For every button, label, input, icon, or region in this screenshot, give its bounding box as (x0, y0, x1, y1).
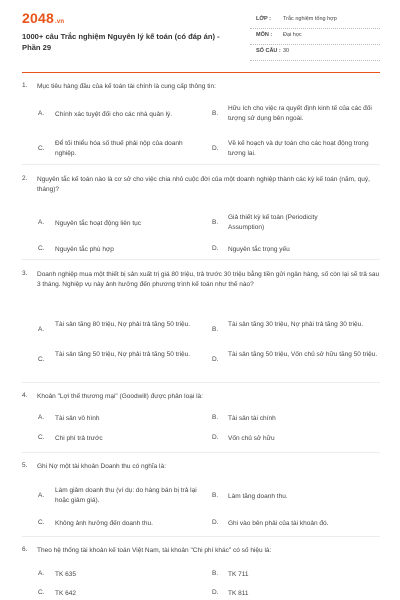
option-label: B. (212, 110, 219, 117)
option-label: D. (212, 434, 219, 441)
option-label: D. (212, 145, 219, 152)
option-label: B. (212, 326, 219, 333)
option-label: A. (38, 110, 45, 117)
option-b[interactable]: Tài sản tài chính (228, 415, 276, 422)
option-c[interactable]: TK 642 (55, 590, 76, 597)
option-label: D. (212, 589, 219, 596)
option-c[interactable]: Tài sản tăng 50 triệu, Nợ phải trả tăng 50 triệu. (55, 351, 191, 358)
option-label: B. (212, 570, 219, 577)
question-separator (22, 259, 380, 260)
option-label: D. (212, 519, 219, 526)
question-separator (22, 382, 380, 383)
question-number: 4. (22, 392, 28, 399)
logo-tld: .vn (54, 19, 65, 25)
option-label: C. (38, 356, 45, 363)
option-a[interactable]: Tài sản tăng 80 triệu, Nợ phải trả tăng 50 triệu. (55, 321, 191, 328)
option-b[interactable]: Tài sản tăng 30 triệu, Nợ phải trả tăng 30 triệu. (228, 321, 364, 328)
option-b[interactable]: TK 711 (228, 571, 249, 578)
option-a[interactable]: Tài sản vô hình (55, 415, 100, 422)
option-label: C. (38, 434, 45, 441)
option-label: B. (212, 414, 219, 421)
meta-value: Đại học (283, 32, 302, 38)
header-divider (22, 72, 380, 73)
question-text: Doanh nghiệp mua một thiết bị sản xuất trị giá 80 triệu, trả trước 30 triệu bằng tiền gửi ngân hàng, số còn lại sẽ trả sau 3 tháng. Nghiệp vụ này ảnh hưởng đến phương trình kế toán như thế nào? (37, 271, 380, 288)
question-separator (22, 164, 380, 165)
option-b[interactable]: Làm tăng doanh thu. (228, 493, 288, 500)
option-c[interactable]: Không ảnh hưởng đến doanh thu. (55, 520, 153, 527)
meta-key: MÔN : (256, 32, 273, 38)
meta-key: LỚP : (256, 16, 271, 22)
option-label: A. (38, 492, 45, 499)
option-c[interactable]: Nguyên tắc phù hợp (55, 246, 114, 253)
option-d[interactable]: Nguyên tắc trọng yếu (228, 246, 290, 253)
question-separator (22, 536, 380, 537)
option-label: C. (38, 145, 45, 152)
option-label: C. (38, 245, 45, 252)
option-label: A. (38, 414, 45, 421)
option-a[interactable]: Chính xác tuyệt đối cho các nhà quản lý. (55, 111, 173, 118)
meta-row-class (250, 13, 380, 29)
option-d[interactable]: TK 811 (228, 590, 249, 597)
question-text: Nguyên tắc kế toán nào là cơ sở cho việc chia nhỏ cuộc đời của một doanh nghiệp thành các kỳ kế toán (năm, quý, tháng)? (37, 176, 370, 193)
option-label: A. (38, 326, 45, 333)
meta-row-subject (250, 29, 380, 45)
meta-panel (250, 13, 380, 61)
page-header (0, 0, 400, 66)
option-a[interactable]: Nguyên tắc hoạt động liên tục (55, 220, 142, 227)
option-b[interactable]: Giả thiết kỳ kế toán (Periodicity Assumption) (228, 214, 318, 231)
option-label: D. (212, 356, 219, 363)
question-separator (22, 452, 380, 453)
logo-text: 2048 (22, 10, 54, 26)
option-label: B. (212, 219, 219, 226)
question-text: Theo hệ thống tài khoản kế toán Việt Nam, tài khoản "Chi phí khác" có số hiệu là: (37, 547, 272, 554)
option-d[interactable]: Tài sản tăng 50 triệu, Vốn chủ sở hữu tăng 50 triệu. (228, 351, 378, 358)
option-a[interactable]: Làm giảm doanh thu (ví dụ: do hàng bán bị trả lại hoặc giảm giá). (55, 487, 197, 504)
option-b[interactable]: Hữu ích cho việc ra quyết định kinh tế của các đối tượng sử dụng bên ngoài. (228, 105, 372, 122)
question-number: 2. (22, 175, 28, 182)
meta-key: SỐ CÂU : (256, 48, 281, 54)
option-a[interactable]: TK 635 (55, 571, 76, 578)
question-number: 5. (22, 462, 28, 469)
option-d[interactable]: Ghi vào bên phải của tài khoản đó. (228, 520, 329, 527)
option-label: A. (38, 570, 45, 577)
option-c[interactable]: Chi phí trả trước (55, 435, 103, 442)
meta-value: 30 (283, 48, 290, 54)
question-number: 6. (22, 546, 28, 553)
option-d[interactable]: Vốn chủ sở hữu (228, 435, 275, 442)
option-label: C. (38, 589, 45, 596)
option-label: A. (38, 219, 45, 226)
question-number: 1. (22, 82, 28, 89)
option-label: D. (212, 245, 219, 252)
question-text: Khoản "Lợi thế thương mại" (Goodwill) được phân loại là: (37, 393, 203, 400)
site-logo[interactable] (22, 10, 64, 26)
meta-value: Trắc nghiệm tổng hợp (283, 16, 337, 22)
option-label: B. (212, 492, 219, 499)
question-text: Ghi Nợ một tài khoản Doanh thu có nghĩa là: (37, 463, 166, 470)
meta-row-count (250, 45, 380, 61)
option-c[interactable]: Để tối thiểu hóa số thuế phải nộp của doanh nghiệp. (55, 140, 183, 157)
document-title: 1000+ câu Trắc nghiệm Nguyên lý kế toán (có đáp án) - Phần 29 (22, 32, 220, 52)
question-text: Mục tiêu hàng đầu của kế toán tài chính là cung cấp thông tin: (37, 83, 216, 90)
option-label: C. (38, 519, 45, 526)
question-number: 3. (22, 270, 28, 277)
option-d[interactable]: Về kế hoạch và dự toán cho các hoạt động trong tương lai. (228, 140, 369, 157)
